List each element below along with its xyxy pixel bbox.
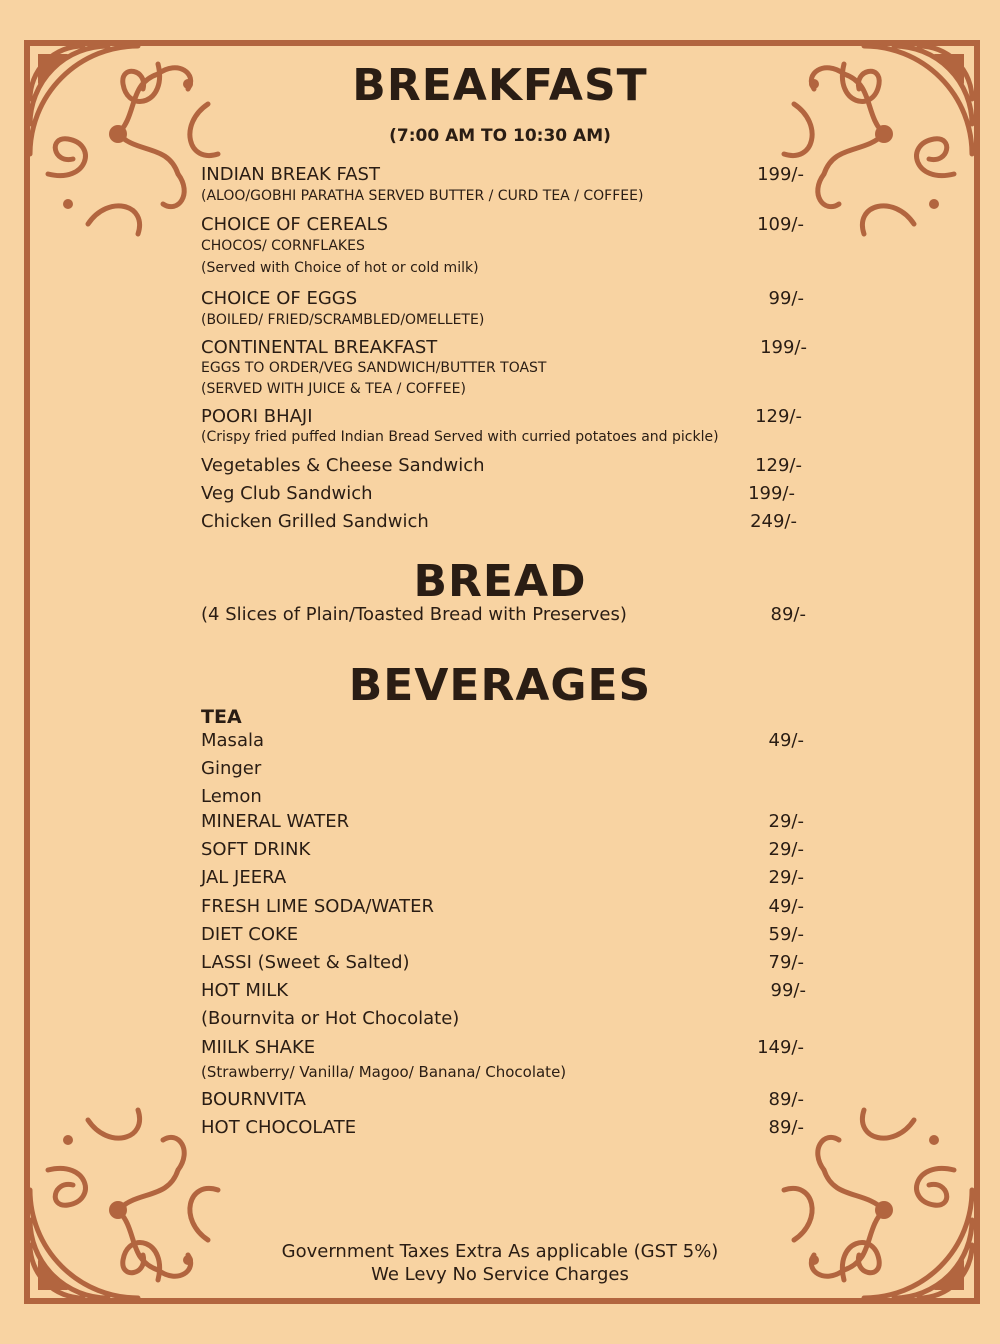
menu-item-name: Chicken Grilled Sandwich — [201, 511, 429, 532]
menu-item-name: JAL JEERA — [201, 867, 287, 888]
menu-item-name: CHOICE OF CEREALS — [201, 214, 389, 235]
menu-item-price: 109/- — [757, 214, 804, 235]
menu-item-description: CHOCOS/ CORNFLAKES — [201, 238, 365, 254]
menu-item-name: (Bournvita or Hot Chocolate) — [201, 1008, 460, 1029]
menu-item-name: HOT CHOCOLATE — [201, 1117, 357, 1138]
menu-item-name: SOFT DRINK — [201, 839, 311, 860]
menu-item-description: (SERVED WITH JUICE & TEA / COFFEE) — [201, 381, 466, 397]
bread-title: BREAD — [413, 556, 587, 607]
menu-item-name: CONTINENTAL BREAKFAST — [201, 337, 438, 358]
menu-item-name: Ginger — [201, 758, 262, 779]
menu-item-name: (4 Slices of Plain/Toasted Bread with Preserves) — [201, 604, 627, 625]
menu-item-price: 199/- — [760, 337, 807, 358]
menu-item-price: 79/- — [768, 952, 804, 973]
menu-item-description: (ALOO/GOBHI PARATHA SERVED BUTTER / CURD TEA / COFFEE) — [201, 188, 644, 204]
menu-item-price: 149/- — [757, 1037, 804, 1058]
menu-item-description: (Served with Choice of hot or cold milk) — [201, 260, 479, 276]
menu-item-price: 29/- — [768, 811, 804, 832]
menu-item-price: 199/- — [757, 164, 804, 185]
menu-item-description: EGGS TO ORDER/VEG SANDWICH/BUTTER TOAST — [201, 360, 547, 376]
menu-item-price: 199/- — [748, 483, 795, 504]
menu-item-price: 49/- — [768, 730, 804, 751]
footer-tax-note: Government Taxes Extra As applicable (GST 5%) — [281, 1241, 719, 1262]
menu-item-price: 129/- — [755, 455, 802, 476]
menu-item-name: HOT MILK — [201, 980, 289, 1001]
menu-item-price: 89/- — [768, 1117, 804, 1138]
menu-item-price: 99/- — [770, 980, 806, 1001]
breakfast-hours: (7:00 AM TO 10:30 AM) — [389, 126, 611, 146]
footer-service-note: We Levy No Service Charges — [371, 1264, 629, 1285]
menu-item-description: (Crispy fried puffed Indian Bread Served with curried potatoes and pickle) — [201, 429, 719, 445]
menu-item-price: 29/- — [768, 867, 804, 888]
menu-item-price: 99/- — [768, 288, 804, 309]
menu-item-name: MINERAL WATER — [201, 811, 350, 832]
menu-item-name: CHOICE OF EGGS — [201, 288, 358, 309]
menu-item-name: POORI BHAJI — [201, 406, 313, 427]
menu-item-name: INDIAN BREAK FAST — [201, 164, 380, 185]
menu-item-name: BOURNVITA — [201, 1089, 306, 1110]
menu-item-price: 89/- — [770, 604, 806, 625]
menu-item-name: Veg Club Sandwich — [201, 483, 373, 504]
beverages-title: BEVERAGES — [348, 660, 652, 711]
menu-item-description: (BOILED/ FRIED/SCRAMBLED/OMELLETE) — [201, 312, 485, 328]
breakfast-title: BREAKFAST — [352, 60, 648, 111]
menu-item-price: 29/- — [768, 839, 804, 860]
menu-item-name: Lemon — [201, 786, 262, 807]
menu-item-name: LASSI (Sweet & Salted) — [201, 952, 410, 973]
menu-item-name: Masala — [201, 730, 264, 751]
menu-item-name: FRESH LIME SODA/WATER — [201, 896, 434, 917]
tea-heading: TEA — [201, 706, 242, 728]
menu-item-price: 129/- — [755, 406, 802, 427]
menu-item-name: MIILK SHAKE — [201, 1037, 316, 1058]
menu-item-description: (Strawberry/ Vanilla/ Magoo/ Banana/ Chocolate) — [201, 1063, 567, 1081]
menu-item-name: DIET COKE — [201, 924, 299, 945]
menu-item-name: Vegetables & Cheese Sandwich — [201, 455, 485, 476]
menu-item-price: 249/- — [750, 511, 797, 532]
menu-item-price: 49/- — [768, 896, 804, 917]
menu-item-price: 89/- — [768, 1089, 804, 1110]
menu-item-price: 59/- — [768, 924, 804, 945]
